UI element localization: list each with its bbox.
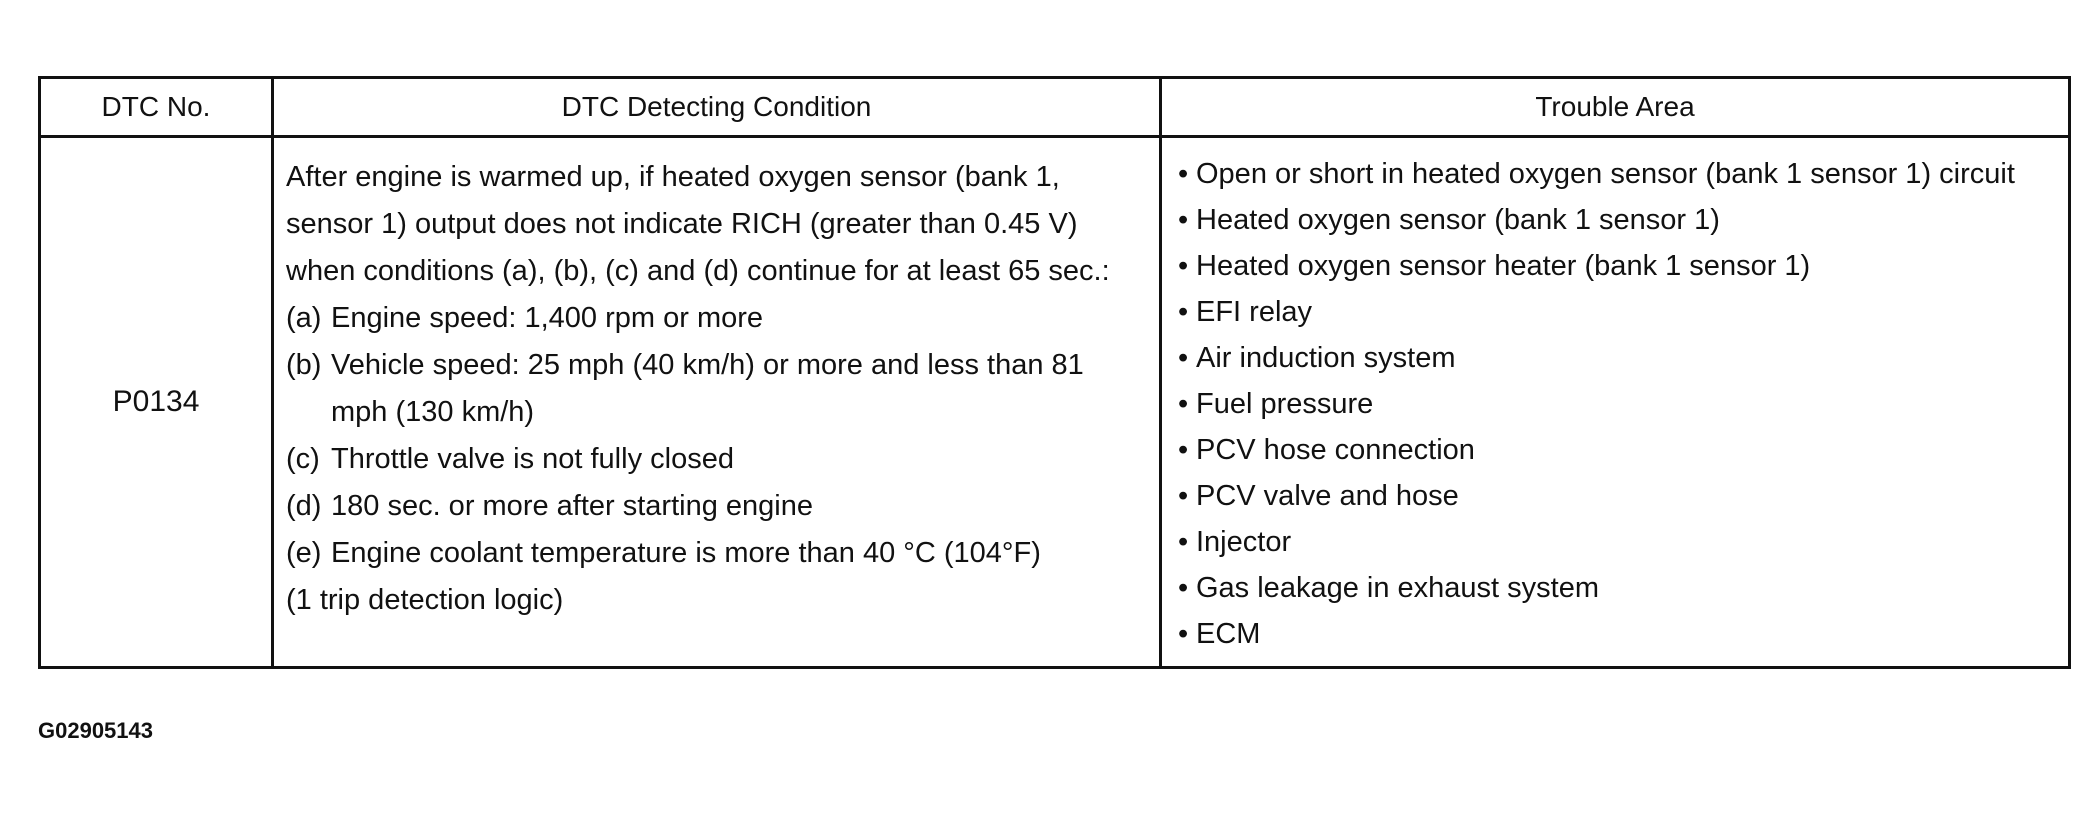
condition-letter: (c) [286, 443, 320, 475]
dtc-code-cell: P0134 [40, 137, 273, 668]
trouble-area-text: Air induction system [1196, 342, 1456, 374]
bullet-icon: • [1178, 296, 1189, 328]
bullet-icon: • [1178, 526, 1189, 558]
list-item [1178, 152, 2048, 196]
list-item [1178, 290, 2048, 334]
trouble-area-text: Fuel pressure [1196, 388, 1374, 420]
bullet-icon: • [1178, 250, 1189, 282]
list-item [1178, 336, 2048, 380]
condition-text: Engine speed: 1,400 rpm or more [331, 302, 764, 334]
bullet-icon: • [1178, 618, 1189, 650]
condition-text: 180 sec. or more after starting engine [331, 490, 813, 522]
trouble-area-text: Heated oxygen sensor (bank 1 sensor 1) [1196, 204, 1720, 236]
dtc-table [38, 76, 2071, 669]
trouble-area-text: Gas leakage in exhaust system [1196, 572, 1599, 604]
list-item [1178, 382, 2048, 426]
list-item [1178, 428, 2048, 472]
bullet-icon: • [1178, 434, 1189, 466]
list-item [1178, 474, 2048, 518]
trouble-area-text: PCV hose connection [1196, 434, 1475, 466]
bullet-icon: • [1178, 342, 1189, 374]
list-item [1178, 244, 2048, 288]
condition-text: Engine coolant temperature is more than 40 °C (104°F) [331, 537, 1041, 569]
condition-letter: (b) [286, 349, 322, 381]
condition-item-d [286, 483, 1137, 530]
condition-item-c [286, 436, 1137, 483]
condition-text: Vehicle speed: 25 mph (40 km/h) or more and less than 81 mph (130 km/h) [331, 349, 1084, 428]
trouble-area-text: PCV valve and hose [1196, 480, 1459, 512]
condition-note: (1 trip detection logic) [286, 584, 564, 616]
list-item [1178, 566, 2048, 610]
trouble-area-text: Open or short in heated oxygen sensor (bank 1 sensor 1) circuit [1196, 158, 2015, 190]
condition-intro: After engine is warmed up, if heated oxygen sensor (bank 1, sensor 1) output does not indicate RICH (greater than 0.45 V) when conditions (a), (b), (c) and (d) continue for at least 65 sec.: [286, 161, 1110, 287]
bullet-icon: • [1178, 388, 1189, 420]
bullet-icon: • [1178, 158, 1189, 190]
list-item [1178, 612, 2048, 656]
list-item [1178, 198, 2048, 242]
condition-cell [273, 137, 1161, 668]
bullet-icon: • [1178, 480, 1189, 512]
header-condition: DTC Detecting Condition [273, 78, 1161, 137]
condition-item-a [286, 295, 1137, 342]
list-item [1178, 520, 2048, 564]
condition-text: Throttle valve is not fully closed [331, 443, 734, 475]
trouble-area-text: ECM [1196, 618, 1261, 650]
condition-item-b [286, 342, 1137, 436]
figure-id: G02905143 [38, 718, 153, 743]
bullet-icon: • [1178, 204, 1189, 236]
condition-letter: (a) [286, 302, 322, 334]
trouble-area-text: Injector [1196, 526, 1292, 558]
header-dtc-no: DTC No. [40, 78, 273, 137]
table-row [40, 137, 2070, 668]
trouble-area-text: EFI relay [1196, 296, 1313, 328]
trouble-area-cell [1161, 137, 2070, 668]
trouble-area-list [1178, 152, 2048, 656]
table-header-row [40, 78, 2070, 137]
condition-letter: (e) [286, 537, 322, 569]
trouble-area-text: Heated oxygen sensor heater (bank 1 sensor 1) [1196, 250, 1811, 282]
bullet-icon: • [1178, 572, 1189, 604]
condition-letter: (d) [286, 490, 322, 522]
condition-item-e [286, 530, 1137, 577]
header-trouble-area: Trouble Area [1161, 78, 2070, 137]
